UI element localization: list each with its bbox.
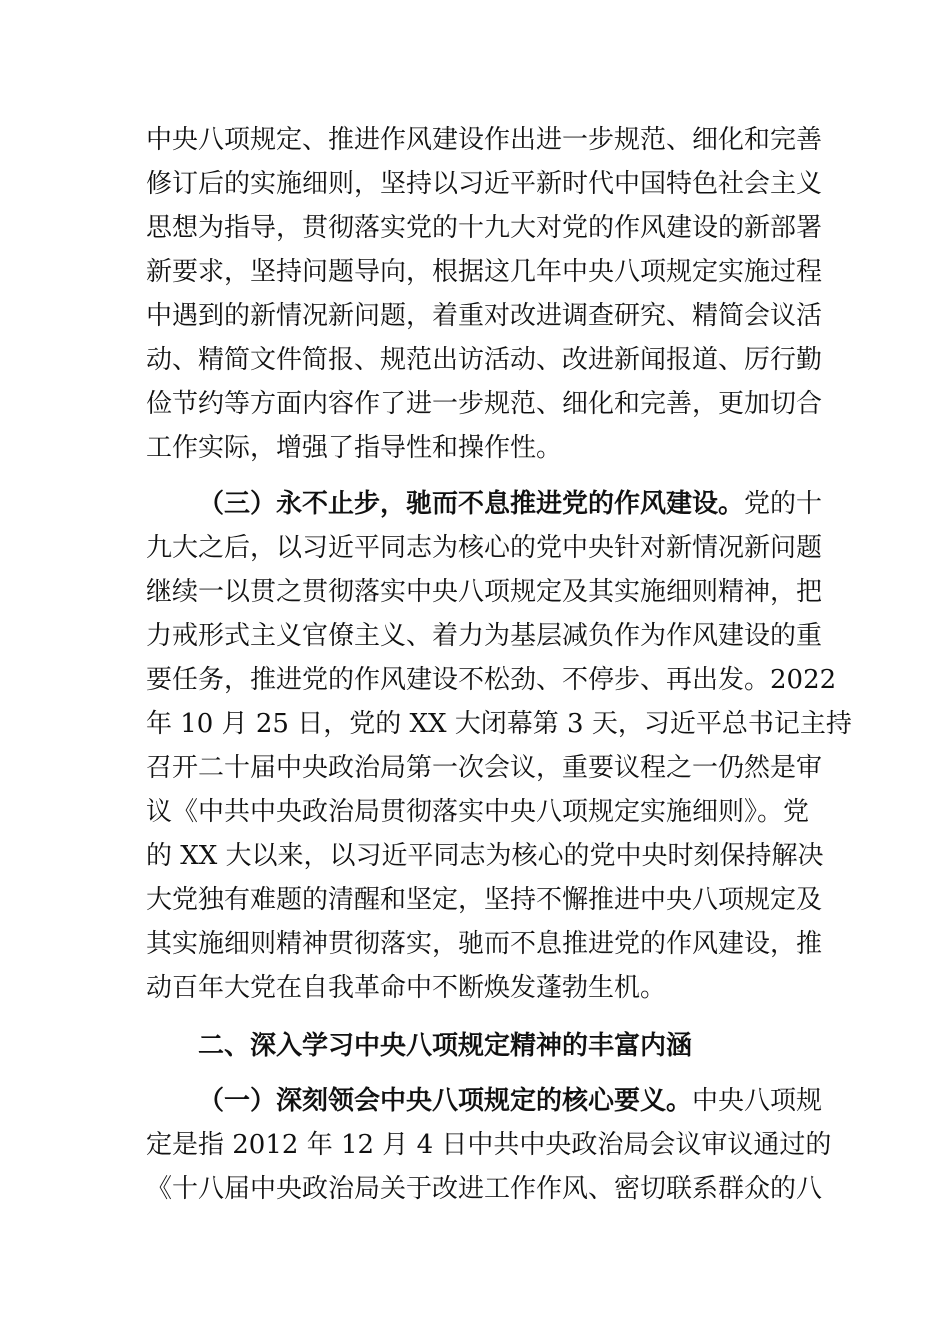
- text-line: 大党独有难题的清醒和坚定，坚持不懈推进中央八项规定及: [146, 885, 823, 915]
- text-line: 中遇到的新情况新问题，着重对改进调查研究、精简会议活: [146, 301, 823, 331]
- text-line: 新要求，坚持问题导向，根据这几年中央八项规定实施过程: [146, 257, 823, 287]
- section-subheading: （一）深刻领会中央八项规定的核心要义。: [198, 1086, 693, 1116]
- text-line: 要任务，推进党的作风建设不松劲、不停步、再出发。2022: [146, 665, 837, 695]
- text-run: 中央八项规: [692, 1086, 823, 1116]
- text-line: 工作实际，增强了指导性和操作性。: [146, 433, 563, 463]
- text-line: 议《中共中央政治局贯彻落实中央八项规定实施细则》。党: [146, 797, 810, 827]
- text-line: 思想为指导，贯彻落实党的十九大对党的作风建设的新部署: [146, 213, 823, 243]
- text-line: 定是指 2012 年 12 月 4 日中共中央政治局会议审议通过的: [146, 1130, 832, 1160]
- text-line: 九大之后，以习近平同志为核心的党中央针对新情况新问题: [146, 533, 823, 563]
- text-line: 俭节约等方面内容作了进一步规范、细化和完善，更加切合: [146, 389, 823, 419]
- text-line: 力戒形式主义官僚主义、着力为基层减负作为作风建设的重: [146, 621, 823, 651]
- text-line: 修订后的实施细则，坚持以习近平新时代中国特色社会主义: [146, 169, 823, 199]
- text-line: 继续一以贯之贯彻落实中央八项规定及其实施细则精神，把: [146, 577, 823, 607]
- text-line: 的 XX 大以来，以习近平同志为核心的党中央时刻保持解决: [146, 841, 824, 871]
- text-line: 中央八项规定、推进作风建设作出进一步规范、细化和完善: [146, 125, 823, 155]
- text-line: 其实施细则精神贯彻落实，驰而不息推进党的作风建设，推: [146, 929, 823, 959]
- text-line: 《十八届中央政治局关于改进工作作风、密切联系群众的八: [146, 1174, 823, 1204]
- section-subheading: （三）永不止步，驰而不息推进党的作风建设。: [198, 489, 745, 519]
- text-line: 年 10 月 25 日，党的 XX 大闭幕第 3 天，习近平总书记主持: [146, 709, 852, 739]
- text-line: 召开二十届中央政治局第一次会议，重要议程之一仍然是审: [146, 753, 823, 783]
- text-run: 党的十: [744, 489, 823, 519]
- paragraph-first-line: [198, 1079, 823, 1123]
- paragraph-first-line: [198, 482, 823, 526]
- text-line: 动、精简文件简报、规范出访活动、改进新闻报道、厉行勤: [146, 345, 823, 375]
- section-heading: 二、深入学习中央八项规定精神的丰富内涵: [198, 1031, 693, 1061]
- text-line: 动百年大党在自我革命中不断焕发蓬勃生机。: [146, 973, 667, 1003]
